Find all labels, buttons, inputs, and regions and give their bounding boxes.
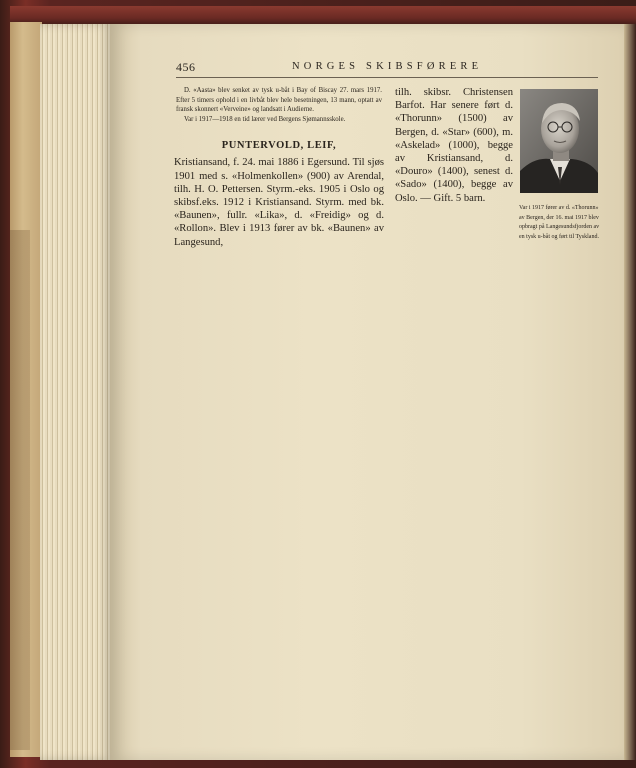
book-right-edge [624, 24, 636, 760]
header-rule [176, 77, 598, 78]
page-stack-edges [40, 24, 112, 760]
entry-text-column-2: tilh. skibsr. Christensen Barfot. Har senere ført d. «Thorunn» (1500) av Bergen, d. «Star» (600), m. «Askelad» (1000), begge av Kristiansand, d. «Douro» (1400), senest d. «Sado» (1400), begge av Oslo. — Gift. 5 barn. [395, 87, 513, 204]
middle-column [395, 86, 513, 205]
portrait-photo [520, 89, 598, 193]
book-cover-top-edge [10, 6, 636, 26]
photo-caption [519, 204, 601, 242]
left-column [174, 86, 384, 249]
previous-entry-note: Var i 1917—1918 en tid lærer ved Bergens Sjømannsskole. [184, 115, 346, 123]
portrait-image [520, 89, 598, 193]
previous-entry-note: D. «Aasta» blev senket av tysk u-båt i Bay of Biscay 27. mars 1917. Efter 5 timers ophold i en livbåt blev hele besetningen, 13 mann, optatt av fransk skonnert «Verveine» og landsatt i Audierne. [176, 87, 382, 114]
photo-caption-text: Var i 1917 fører av d. «Thorunn» av Bergen, der 16. mai 1917 blev opbragt på Langesundsfjorden av en tysk u-båt og ført til Tyskland. [519, 205, 600, 240]
entry-heading: PUNTERVOLD, LEIF, [221, 140, 337, 152]
board-shadow [10, 230, 30, 750]
page-number: 456 [176, 60, 196, 74]
running-head: NORGES SKIBSFØRERE [292, 61, 483, 72]
page-header [176, 60, 598, 76]
entry-text-column-1: Kristiansand, f. 24. mai 1886 i Egersund. Til sjøs 1901 med s. «Holmenkollen» (900) av Arendal, tilh. H. O. Pettersen. Styrm.-eks. 1905 i Oslo og skibsf.eks. 1912 i Kristiansand. Styrm. med bk. «Baunen», fullr. «Lika», d. «Freidig» og d. «Rollon». Blev i 1913 fører av bk. «Baunen» av Langesund, [174, 157, 384, 248]
